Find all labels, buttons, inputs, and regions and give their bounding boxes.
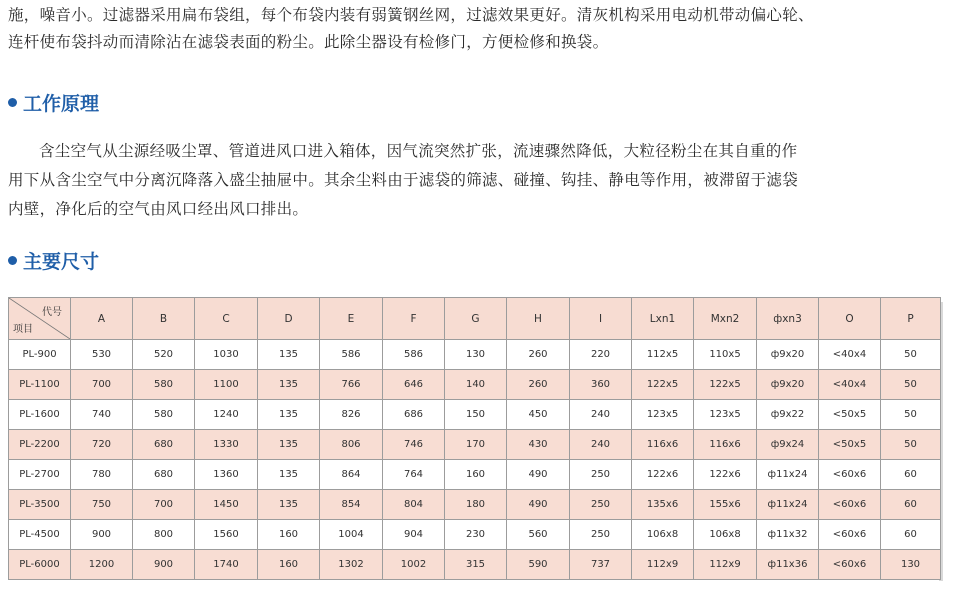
value-cell: ф9x20 [757,340,819,370]
value-cell: 260 [507,340,570,370]
table-row [9,490,941,520]
value-cell: <60x6 [819,520,881,550]
section-heading-principle [8,89,99,115]
value-cell: 680 [133,430,195,460]
model-cell: PL-2700 [9,460,71,490]
value-cell: 170 [445,430,507,460]
value-cell: 122x5 [632,370,694,400]
value-cell: 766 [320,370,383,400]
value-cell: 746 [383,430,445,460]
value-cell: 430 [507,430,570,460]
value-cell: 1560 [195,520,258,550]
column-header: G [445,298,507,340]
value-cell: 1004 [320,520,383,550]
column-header: A [71,298,133,340]
section-heading-dimensions [8,247,99,273]
value-cell: 720 [71,430,133,460]
model-cell: PL-3500 [9,490,71,520]
value-cell: 112x9 [632,550,694,580]
column-header: C [195,298,258,340]
intro-line-2: 连杆使布袋抖动而清除沾在滤袋表面的粉尘。此除尘器设有检修门，方便检修和换袋。 [8,33,609,51]
table-corner-cell [9,298,71,340]
value-cell: 854 [320,490,383,520]
value-cell: 864 [320,460,383,490]
value-cell: <50x5 [819,400,881,430]
intro-line-1: 施，噪音小。过滤器采用扁布袋组，每个布袋内装有弱簧钢丝网，过滤效果更好。清灰机构采用电动机带动偏心轮、 [8,6,814,24]
value-cell: 150 [445,400,507,430]
value-cell: <60x6 [819,490,881,520]
table-row [9,400,941,430]
value-cell: <40x4 [819,340,881,370]
value-cell: <50x5 [819,430,881,460]
principle-heading-text: 工作原理 [23,92,100,115]
value-cell: 700 [71,370,133,400]
value-cell: ф9x22 [757,400,819,430]
value-cell: 700 [133,490,195,520]
value-cell: ф11x24 [757,460,819,490]
value-cell: 900 [71,520,133,550]
value-cell: 155x6 [694,490,757,520]
corner-label-item: 项目 [13,324,33,335]
column-header: O [819,298,881,340]
value-cell: 804 [383,490,445,520]
value-cell: 680 [133,460,195,490]
value-cell: 490 [507,490,570,520]
value-cell: 220 [570,340,632,370]
value-cell: <60x6 [819,460,881,490]
bullet-dot-icon [8,256,17,265]
value-cell: 135 [258,490,320,520]
value-cell: <40x4 [819,370,881,400]
column-header: P [881,298,941,340]
column-header: фxn3 [757,298,819,340]
column-header: B [133,298,195,340]
model-cell: PL-900 [9,340,71,370]
table-row [9,520,941,550]
table-body [9,340,941,580]
value-cell: 780 [71,460,133,490]
value-cell: 315 [445,550,507,580]
value-cell: 580 [133,400,195,430]
table-row [9,430,941,460]
value-cell: 1100 [195,370,258,400]
value-cell: 50 [881,370,941,400]
value-cell: 250 [570,490,632,520]
value-cell: ф11x32 [757,520,819,550]
value-cell: 740 [71,400,133,430]
dimensions-table [8,297,941,580]
value-cell: 116x6 [694,430,757,460]
column-header: I [570,298,632,340]
value-cell: 130 [445,340,507,370]
value-cell: 800 [133,520,195,550]
value-cell: 530 [71,340,133,370]
value-cell: 250 [570,520,632,550]
value-cell: 122x6 [632,460,694,490]
value-cell: 135 [258,430,320,460]
value-cell: 1002 [383,550,445,580]
column-header: F [383,298,445,340]
value-cell: 900 [133,550,195,580]
value-cell: 260 [507,370,570,400]
value-cell: 750 [71,490,133,520]
value-cell: 520 [133,340,195,370]
value-cell: 112x5 [632,340,694,370]
value-cell: 135 [258,340,320,370]
value-cell: ф11x36 [757,550,819,580]
column-header: D [258,298,320,340]
value-cell: 590 [507,550,570,580]
value-cell: 240 [570,400,632,430]
value-cell: 1740 [195,550,258,580]
value-cell: 160 [258,520,320,550]
value-cell: 806 [320,430,383,460]
value-cell: 1360 [195,460,258,490]
value-cell: 140 [445,370,507,400]
value-cell: 826 [320,400,383,430]
intro-paragraph [8,2,943,56]
value-cell: 110x5 [694,340,757,370]
value-cell: 123x5 [694,400,757,430]
value-cell: 490 [507,460,570,490]
table-row [9,550,941,580]
value-cell: 60 [881,460,941,490]
value-cell: 1330 [195,430,258,460]
principle-line-3: 内壁，净化后的空气由风口经出风口排出。 [8,200,309,218]
value-cell: 135 [258,370,320,400]
value-cell: <60x6 [819,550,881,580]
value-cell: 135x6 [632,490,694,520]
table-row [9,460,941,490]
value-cell: 130 [881,550,941,580]
value-cell: 116x6 [632,430,694,460]
model-cell: PL-1600 [9,400,71,430]
value-cell: 135 [258,400,320,430]
value-cell: 450 [507,400,570,430]
value-cell: 160 [258,550,320,580]
column-header: Mxn2 [694,298,757,340]
value-cell: 50 [881,430,941,460]
corner-label-code: 代号 [42,307,62,318]
value-cell: 180 [445,490,507,520]
value-cell: 586 [320,340,383,370]
model-cell: PL-4500 [9,520,71,550]
value-cell: 580 [133,370,195,400]
model-cell: PL-6000 [9,550,71,580]
value-cell: 904 [383,520,445,550]
value-cell: 122x5 [694,370,757,400]
value-cell: 250 [570,460,632,490]
table-header-row [9,298,941,340]
value-cell: 737 [570,550,632,580]
value-cell: 1030 [195,340,258,370]
value-cell: 122x6 [694,460,757,490]
bullet-dot-icon [8,98,17,107]
value-cell: 135 [258,460,320,490]
value-cell: 1450 [195,490,258,520]
column-header: E [320,298,383,340]
value-cell: 1240 [195,400,258,430]
value-cell: 1302 [320,550,383,580]
value-cell: 106x8 [632,520,694,550]
value-cell: 50 [881,400,941,430]
principle-paragraph [8,137,943,224]
principle-line-1: 含尘空气从尘源经吸尘罩、管道进风口进入箱体，因气流突然扩张，流速骤然降低，大粒径粉尘在其自重的作 [39,142,798,160]
value-cell: 123x5 [632,400,694,430]
model-cell: PL-1100 [9,370,71,400]
value-cell: 240 [570,430,632,460]
value-cell: ф9x24 [757,430,819,460]
value-cell: 106x8 [694,520,757,550]
table-row [9,340,941,370]
value-cell: 360 [570,370,632,400]
value-cell: 646 [383,370,445,400]
value-cell: 50 [881,340,941,370]
column-header: H [507,298,570,340]
value-cell: 60 [881,490,941,520]
dimensions-heading-text: 主要尺寸 [23,250,100,273]
value-cell: 586 [383,340,445,370]
value-cell: 112x9 [694,550,757,580]
column-header: Lxn1 [632,298,694,340]
value-cell: 60 [881,520,941,550]
value-cell: ф9x20 [757,370,819,400]
principle-line-2: 用下从含尘空气中分离沉降落入盛尘抽屉中。其余尘料由于滤袋的筛滤、碰撞、钩挂、静电等作用，被滞留于滤袋 [8,171,799,189]
model-cell: PL-2200 [9,430,71,460]
value-cell: 560 [507,520,570,550]
value-cell: 230 [445,520,507,550]
value-cell: 686 [383,400,445,430]
table-row [9,370,941,400]
value-cell: 1200 [71,550,133,580]
value-cell: ф11x24 [757,490,819,520]
value-cell: 764 [383,460,445,490]
value-cell: 160 [445,460,507,490]
